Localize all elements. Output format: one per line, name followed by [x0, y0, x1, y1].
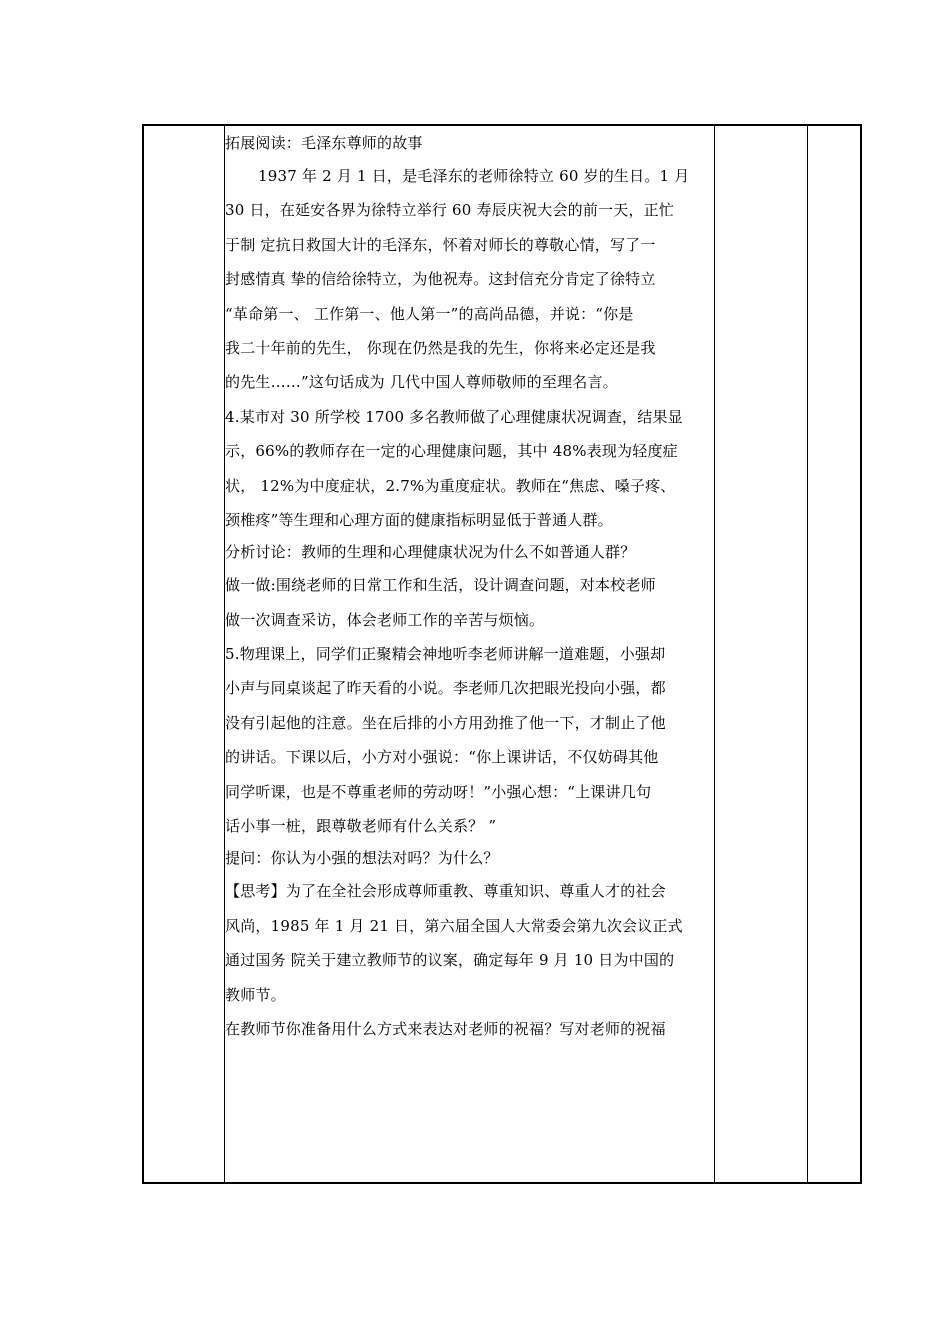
text-line: 风尚，1985 年 1 月 21 日，第六届全国人大常委会第九次会议正式 [225, 916, 683, 935]
text-line: 做一做:围绕老师的日常工作和生活，设计调查问题，对本校老师 [225, 576, 656, 595]
text-line: 【思考】为了在全社会形成尊师重教、尊重知识、尊重人才的社会 [225, 882, 666, 901]
text-line: 1937 年 2 月 1 日，是毛泽东的老师徐特立 60 岁的生日。1 月 [258, 167, 690, 185]
text-line: 的先生……”这句话成为 几代中国人尊师敬师的至理名言。 [225, 373, 618, 392]
text-line: 没有引起他的注意。坐在后排的小方用劲推了他一下，才制止了他 [225, 713, 666, 732]
text-line: 颈椎疼”等生理和心理方面的健康指标明显低于普通人群。 [225, 510, 613, 529]
text-line: 我二十年前的先生， 你现在仍然是我的先生，你将来必定还是我 [225, 338, 656, 357]
text-line: 教师节。 [225, 985, 286, 1004]
text-line: 小声与同桌谈起了昨天看的小说。李老师几次把眼光投向小强，都 [225, 679, 666, 698]
text-line: 5.物理课上，同学们正聚精会神地听李老师讲解一道难题，小强却 [225, 645, 666, 664]
text-line: 在教师节你准备用什么方式来表达对老师的祝福？写对老师的祝福 [225, 1019, 666, 1038]
text-line: 的讲话。下课以后，小方对小强说：“你上课讲话，不仅妨碍其他 [225, 748, 659, 767]
text-line: 状， 12%为中度症状，2.7%为重度症状。教师在“焦虑、嗓子疼、 [225, 476, 676, 495]
text-line: 拓展阅读：毛泽东尊师的故事 [225, 134, 423, 152]
text-line: 话小事一桩，跟尊敬老师有什么关系？ ” [225, 817, 497, 836]
text-line: 4.某市对 30 所学校 1700 多名教师做了心理健康状况调查，结果显 [225, 407, 683, 426]
text-line: 提问：你认为小强的想法对吗？为什么？ [225, 849, 499, 868]
text-line: 做一次调查采访，体会老师工作的辛苦与烦恼。 [225, 610, 545, 629]
text-line: 分析讨论：教师的生理和心理健康状况为什么不如普通人群？ [225, 543, 636, 562]
text-line: 30 日，在延安各界为徐特立举行 60 寿辰庆祝大会的前一天，正忙 [225, 201, 675, 220]
text-line: 示，66%的教师存在一定的心理健康问题，其中 48%表现为轻度症 [225, 442, 678, 461]
text-line: 通过国务 院关于建立教师节的议案，确定每年 9 月 10 日为中国的 [225, 951, 675, 970]
text-line: 于制 定抗日救国大计的毛泽东，怀着对师长的尊敬心情，写了一 [225, 235, 656, 254]
main-text-cell [225, 128, 715, 1182]
text-line: 同学听课，也是不尊重老师的劳动呀！”小强心想：“上课讲几句 [225, 782, 652, 801]
text-line: “革命第一、 工作第一、他人第一”的高尚品德，并说：“你是 [225, 304, 634, 323]
text-line: 封感情真 挚的信给徐特立，为他祝寿。这封信充分肯定了徐特立 [225, 270, 656, 289]
table-column-divider-3 [807, 126, 808, 1182]
document-table [142, 124, 862, 1184]
